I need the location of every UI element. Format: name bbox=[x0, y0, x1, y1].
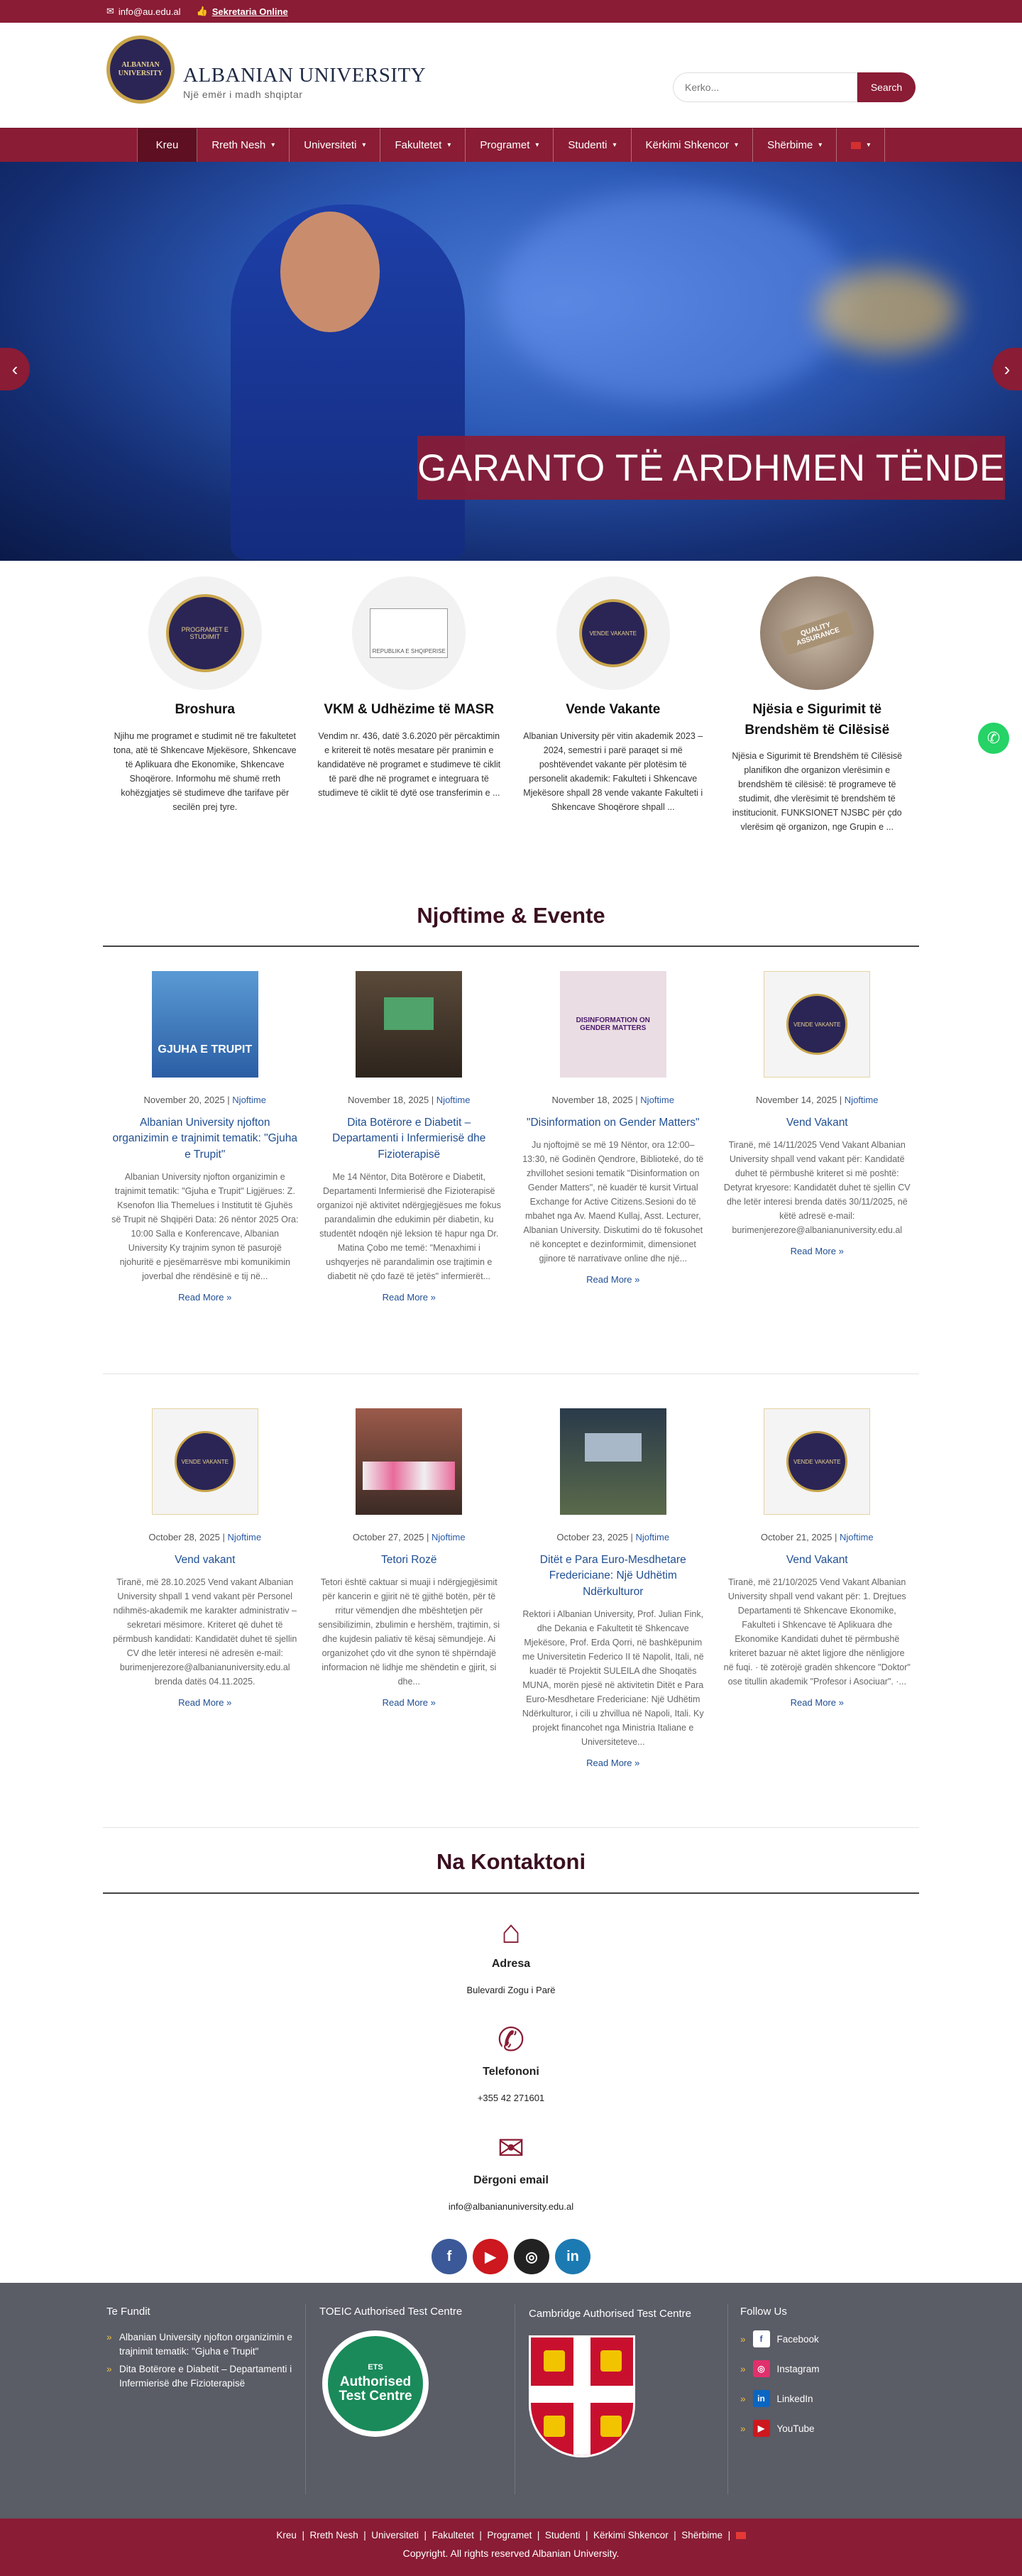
nav-university[interactable]: Universiteti ▾ bbox=[290, 128, 380, 162]
nav-about[interactable]: Rreth Nesh ▾ bbox=[197, 128, 290, 162]
news-excerpt: Ju njoftojmë se më 19 Nëntor, ora 12:00–13:30, në Godinën Qendrore, Biblioteké, do të zhvillohet sesioni tematik "Disinformation on Gender Matters", në kuadër të kursit Virtual Exchange for Active Citizens.Sesioni do të mbahet nga Av. Maend Kullaj, Asst. Lecturer, Albanian University. Diskutimi do të fokusohet në konceptet e dezinformimit, dimensionet gjinore të narrativave online dhe një... bbox=[522, 1140, 704, 1264]
site-footer bbox=[0, 2283, 1022, 2519]
read-more-link[interactable]: Read More » bbox=[178, 1292, 232, 1303]
site-header bbox=[0, 23, 1022, 128]
footer-toeic: TOEIC Authorised Test Centre ETS Authorised Test Centre bbox=[319, 2306, 511, 2437]
chevron-down-icon: ▾ bbox=[271, 141, 275, 149]
news-card bbox=[511, 1408, 715, 1768]
chevron-down-icon: ▾ bbox=[867, 141, 871, 149]
site-title: ALBANIAN UNIVERSITY bbox=[183, 64, 427, 87]
instagram-icon[interactable]: ◎ bbox=[514, 2239, 549, 2274]
contact-email: ✉ Dërgoni email info@albanianuniversity.edu.al bbox=[0, 2132, 1022, 2212]
bottom-link[interactable]: Kreu bbox=[276, 2530, 297, 2541]
news-thumbnail[interactable]: GJUHA E TRUPIT bbox=[152, 971, 258, 1078]
news-meta: November 14, 2025 | Njoftime bbox=[756, 1095, 879, 1105]
feature-card[interactable]: REPUBLIKA E SHQIPERISE VKM & Udhëzime të MASR Vendim nr. 436, datë 3.6.2020 për përcaktimin e kritereit të notës mesatare për pranimin e kandidatëve në programet e studimeve të ciklit të parë dhe në programet e integruara të studimeve të ciklit të dytë ose transferimin e ... bbox=[307, 576, 512, 834]
read-more-link[interactable]: Read More » bbox=[790, 1697, 844, 1709]
news-thumbnail[interactable] bbox=[356, 1408, 462, 1515]
projector-screen bbox=[384, 997, 434, 1030]
phone-link[interactable]: +355 42 271601 bbox=[477, 2093, 545, 2103]
features-row bbox=[103, 576, 919, 834]
footer-news-link[interactable]: » Albanian University njofton organizimin e trajnimit tematik: "Gjuha e Trupit" bbox=[106, 2330, 298, 2358]
hero-slider bbox=[0, 162, 1022, 561]
footer-news: Te Fundit » Albanian University njofton organizimin e trajnimit tematik: "Gjuha e Trupit" » Dita Botërore e Diabetit – Departamenti i Infermierisë dhe Fizioterapisë bbox=[106, 2306, 298, 2394]
read-more-link[interactable]: Read More » bbox=[178, 1697, 232, 1709]
news-thumbnail[interactable]: VENDE VAKANTE bbox=[152, 1408, 258, 1515]
news-category-link[interactable]: Njoftime bbox=[232, 1095, 266, 1105]
news-card bbox=[103, 1408, 307, 1768]
feature-image: QUALITY ASSURANCE bbox=[760, 576, 874, 690]
youtube-icon: ▶ bbox=[753, 2420, 770, 2437]
footer-divider bbox=[727, 2304, 728, 2494]
university-logo[interactable]: ALBANIAN UNIVERSITY bbox=[106, 35, 175, 104]
cambridge-shield[interactable] bbox=[529, 2335, 635, 2457]
graduate-face bbox=[280, 212, 380, 332]
bottom-link[interactable]: Studenti bbox=[544, 2530, 581, 2541]
bottom-link[interactable]: Programet bbox=[487, 2530, 532, 2541]
news-card bbox=[307, 971, 512, 1303]
nav-services[interactable]: Shërbime ▾ bbox=[753, 128, 837, 162]
news-excerpt: Me 14 Nëntor, Dita Botërore e Diabetit, Departamenti Infermierisë dhe Fizioterapisë organizoi një aktivitet ndërgjegjësues me fokus parandalimin dhe edukimin për diabetin, ku studentët ndoqën një leksion të hapur nga Dr. Matina Çobo me temë: "Menaxhimi i ushqyerjes në parandalimin ose trajtimin e diabetit në çdo fazë të jetës" infermierët... bbox=[317, 1172, 501, 1282]
news-thumbnail[interactable] bbox=[560, 1408, 666, 1515]
footer-linkedin-link[interactable]: » in LinkedIn bbox=[740, 2390, 918, 2407]
nav-student[interactable]: Studenti ▾ bbox=[554, 128, 631, 162]
news-title-link[interactable]: Vend vakant bbox=[175, 1554, 236, 1566]
linkedin-icon: in bbox=[753, 2390, 770, 2407]
news-meta: October 27, 2025 | Njoftime bbox=[352, 1532, 466, 1542]
news-title-link[interactable]: Tetori Rozë bbox=[381, 1554, 437, 1566]
contact-phone: ✆ Telefononi +355 42 271601 bbox=[0, 2023, 1022, 2103]
news-category-link[interactable]: Njoftime bbox=[436, 1095, 471, 1105]
instagram-icon: ◎ bbox=[753, 2360, 770, 2377]
news-meta: November 18, 2025 | Njoftime bbox=[348, 1095, 471, 1105]
envelope-icon: ✉ bbox=[497, 2130, 525, 2166]
search-form bbox=[673, 72, 916, 102]
news-category-link[interactable]: Njoftime bbox=[227, 1532, 262, 1542]
feature-image: REPUBLIKA E SHQIPERISE bbox=[352, 576, 466, 690]
linkedin-icon[interactable]: in bbox=[555, 2239, 590, 2274]
news-row-2 bbox=[103, 1408, 919, 1768]
hero-banner: GARANTO TË ARDHMEN TËNDE bbox=[417, 436, 1005, 500]
copyright: Copyright. All rights reserved Albanian University. bbox=[402, 2548, 620, 2559]
nav-language[interactable] bbox=[837, 128, 885, 162]
news-meta: October 23, 2025 | Njoftime bbox=[556, 1532, 670, 1542]
search-button[interactable]: Search bbox=[857, 72, 916, 102]
news-title-link[interactable]: Vend Vakant bbox=[786, 1554, 848, 1566]
secretariat-link[interactable]: 👍 Sekretaria Online bbox=[196, 6, 288, 17]
whatsapp-button[interactable]: ✆ bbox=[978, 723, 1009, 754]
chevron-down-icon: ▾ bbox=[735, 141, 739, 149]
nav-programs[interactable]: Programet ▾ bbox=[466, 128, 554, 162]
chevron-down-icon: ▾ bbox=[447, 141, 451, 149]
thumbs-up-icon: 👍 bbox=[196, 6, 208, 16]
news-title-link[interactable]: Vend Vakant bbox=[786, 1117, 848, 1129]
nav-research[interactable]: Kërkimi Shkencor ▾ bbox=[632, 128, 754, 162]
news-section-title: Njoftime & Evente bbox=[417, 903, 605, 928]
footer-instagram-link[interactable]: » ◎ Instagram bbox=[740, 2360, 918, 2377]
news-meta: October 28, 2025 | Njoftime bbox=[148, 1532, 262, 1542]
news-card bbox=[715, 971, 920, 1303]
news-excerpt: Tetori është caktuar si muaji i ndërgjegjësimit për kancerin e gjirit në të gjithë botën, për të rritur vëmendjen dhe mbështetjen për sensibilizimin, zbulimin e hershëm, trajtimin, si dhe kujdesin paliativ të kësaj sëmundjeje. Ai organizohet çdo vit dhe synon të shpërndajë informacion në lidhje me shëndetin e gjirit, si dhe... bbox=[318, 1577, 500, 1687]
read-more-link[interactable]: Read More » bbox=[586, 1274, 640, 1286]
news-category-link[interactable]: Njoftime bbox=[839, 1532, 874, 1542]
news-category-link[interactable]: Njoftime bbox=[431, 1532, 466, 1542]
news-thumbnail[interactable]: VENDE VAKANTE bbox=[764, 971, 870, 1078]
site-tagline: Një emër i madh shqiptar bbox=[183, 89, 303, 100]
news-card bbox=[511, 971, 715, 1303]
feature-image: VENDE VAKANTE bbox=[556, 576, 670, 690]
bottom-link[interactable]: Rreth Nesh bbox=[309, 2530, 358, 2541]
albania-flag-icon[interactable] bbox=[736, 2532, 746, 2539]
contact-address: ⌂ Adresa Bulevardi Zogu i Parë bbox=[0, 1915, 1022, 1995]
chevron-down-icon: ▾ bbox=[612, 141, 617, 149]
contact-section-title: Na Kontaktoni bbox=[436, 1849, 586, 1874]
brand bbox=[183, 64, 426, 100]
social-links bbox=[0, 2239, 1022, 2274]
news-meta: November 18, 2025 | Njoftime bbox=[551, 1095, 674, 1105]
search-input[interactable] bbox=[673, 72, 857, 102]
crowd-bokeh bbox=[497, 190, 852, 403]
news-card bbox=[103, 971, 307, 1303]
facebook-icon: f bbox=[753, 2330, 770, 2347]
home-icon: ⌂ bbox=[501, 1913, 521, 1950]
news-meta: October 21, 2025 | Njoftime bbox=[760, 1532, 874, 1542]
news-excerpt: Tiranë, më 14/11/2025 Vend Vakant Albanian University shpall vend vakant për: Kandidatë duhet të përmbushë kriteret si më poshtë: Detyrat kryesore: Kandidatët duhet të sjellin CV dhe letër interesi brenda datës 30/11/2025, në këtë adresë e-mail: burimenjerezore@albanianuniversity.edu.al bbox=[723, 1140, 911, 1236]
main-nav bbox=[0, 128, 1022, 162]
youtube-icon[interactable]: ▶ bbox=[473, 2239, 508, 2274]
crowd-bokeh bbox=[816, 268, 958, 353]
feature-card[interactable]: QUALITY ASSURANCE Njësia e Sigurimit të Brendshëm të Cilësisë Njësia e Sigurimit të Brendshëm të Cilësisë planifikon dhe organizon vlerësimin e brendshëm të cilësisë: të programeve të studimit, dhe vlerësimit të brendshëm të institucionit. FUNKSIONET NJSBC për çdo vlerësim që organizon, nge Grupin e ... bbox=[715, 576, 920, 834]
news-row-1 bbox=[103, 971, 919, 1303]
read-more-link[interactable]: Read More » bbox=[790, 1246, 844, 1257]
mail-icon: ✉ bbox=[106, 6, 114, 16]
news-category-link[interactable]: Njoftime bbox=[844, 1095, 879, 1105]
news-category-link[interactable]: Njoftime bbox=[635, 1532, 670, 1542]
email-link[interactable]: ✉ info@au.edu.al bbox=[106, 6, 181, 17]
news-thumbnail[interactable]: DISINFORMATION ON GENDER MATTERS bbox=[560, 971, 666, 1078]
slider-next-button[interactable]: › bbox=[992, 348, 1022, 390]
news-title-link[interactable]: Albanian University njofton organizimin e trajnimit tematik: "Gjuha e Trupit" bbox=[112, 1117, 297, 1161]
footer-divider bbox=[305, 2304, 306, 2494]
bottom-nav: Kreu | Rreth Nesh | Universiteti | Fakultetet | Programet | Studenti | Kërkimi Shkencor | Shërbime | bbox=[0, 2530, 1022, 2541]
news-card bbox=[307, 1408, 512, 1768]
news-title-link[interactable]: "Disinformation on Gender Matters" bbox=[526, 1117, 700, 1129]
news-card bbox=[715, 1408, 920, 1768]
feature-image: PROGRAMET E STUDIMIT bbox=[148, 576, 262, 690]
footer-news-link[interactable]: » Dita Botërore e Diabetit – Departamenti i Infermierisë dhe Fizioterapisë bbox=[106, 2362, 298, 2390]
news-meta: November 20, 2025 | Njoftime bbox=[143, 1095, 266, 1105]
news-excerpt: Tiranë, më 21/10/2025 Vend Vakant Albanian University shpall vend vakant për: 1. Drejtues Departamenti të Shkencave Ekonomike, Fakulteti i Shkencave të Aplikuara dhe Ekonomike Kandidati duhet të përmbushë kriteret bazuar në aktet ligjore dhe nënligjore në fuqi. · të zotërojë gradën shkencore "Doktor" ose titullin akademik "Profesor i Asociuar". ·... bbox=[723, 1577, 911, 1687]
news-excerpt: Albanian University njofton organizimin e trajnimit tematik: "Gjuha e Trupit" Ligjërues: Z. Ksenofon Ilia Themelues i Institutit të Gjuhës së Trupit në Shqipëri Data: 26 nëntor 2025 Ora: 10:00 Salla e Konferencave, Albanian University Ky trajnim synon të pasurojë njohuritë e pjesëmarrësve mbi komunikimin joverbal dhe rëndësinë e tij në... bbox=[111, 1172, 299, 1282]
albania-flag-icon bbox=[851, 142, 861, 149]
bottom-link[interactable]: Shërbime bbox=[681, 2530, 723, 2541]
section-divider bbox=[103, 1892, 919, 1894]
news-thumbnail[interactable]: VENDE VAKANTE bbox=[764, 1408, 870, 1515]
bottom-link[interactable]: Fakultetet bbox=[432, 2530, 474, 2541]
toeic-badge[interactable]: ETS Authorised Test Centre bbox=[322, 2330, 429, 2437]
news-title-link[interactable]: Dita Botërore e Diabetit – Departamenti i Infermierisë dhe Fizioterapisë bbox=[332, 1117, 486, 1161]
phone-icon: ✆ bbox=[497, 2021, 525, 2058]
email-link[interactable]: info@albanianuniversity.edu.al bbox=[448, 2201, 574, 2212]
nav-faculties[interactable]: Fakultetet ▾ bbox=[380, 128, 466, 162]
bottom-link[interactable]: Universiteti bbox=[371, 2530, 419, 2541]
news-thumbnail[interactable] bbox=[356, 971, 462, 1078]
presentation-screen bbox=[585, 1433, 642, 1462]
news-excerpt: Tiranë, më 28.10.2025 Vend vakant Albanian University shpall 1 vend vakant për Personel ndihmës-akademik me karakter administrativ – sekretari mësimore. Kriteret që duhet të përmbush kandidati: Kandidatët duhet të sjellin CV dhe letër interesi në adresën e-mail: burimenjerezore@albanianuniversity.edu.al brenda datës 04.11.2025. bbox=[113, 1577, 297, 1687]
read-more-link[interactable]: Read More » bbox=[382, 1292, 436, 1303]
bottom-link[interactable]: Kërkimi Shkencor bbox=[593, 2530, 669, 2541]
row-divider bbox=[103, 1827, 919, 1828]
read-more-link[interactable]: Read More » bbox=[382, 1697, 436, 1709]
footer-cambridge: Cambridge Authorised Test Centre bbox=[529, 2306, 720, 2457]
chevron-down-icon: ▾ bbox=[818, 141, 823, 149]
chevron-down-icon: ▾ bbox=[535, 141, 539, 149]
feature-card[interactable]: PROGRAMET E STUDIMIT Broshura Njihu me programet e studimit në tre fakultetet tona, atë të Shkencave Mjekësore, Shkencave të Aplikuara dhe Ekonomike, Shkencave Shoqërore. Informohu më shumë rreth kohëzgjatjes së studimeve dhe tarifave për secilën prej tyre. bbox=[103, 576, 307, 834]
news-title-link[interactable]: Ditët e Para Euro-Mesdhetare Fredericiane: Një Udhëtim Ndërkulturor bbox=[539, 1554, 686, 1598]
bottom-bar bbox=[0, 2519, 1022, 2576]
section-divider bbox=[103, 946, 919, 947]
footer-follow: Follow Us » f Facebook » ◎ Instagram » in LinkedIn » ▶ YouTube bbox=[740, 2306, 918, 2450]
footer-youtube-link[interactable]: » ▶ YouTube bbox=[740, 2420, 918, 2437]
facebook-icon[interactable]: f bbox=[432, 2239, 467, 2274]
news-excerpt: Rektori i Albanian University, Prof. Julian Fink, dhe Dekania e Fakultetit të Shkencave Mjekësore, Prof. Erda Qorri, në bashkëpunim me Universitetin Federico II të Napolit, Itali, në kuadër të Projektit SULEILA dhe Shoqatës MUNA, morën pjesë në aktivitetin Ditët e Para Euro-Mesdhetare Fredericiane: Një Udhëtim Ndërkulturor, i cili u zhvillua në Napoli, Itali. Ky projekt financohet nga Ministria Italiane e Universiteteve... bbox=[522, 1609, 704, 1748]
slider-prev-button[interactable]: ‹ bbox=[0, 348, 30, 390]
top-bar bbox=[0, 0, 1022, 23]
footer-facebook-link[interactable]: » f Facebook bbox=[740, 2330, 918, 2347]
feature-card[interactable]: VENDE VAKANTE Vende Vakante Albanian University për vitin akademik 2023 – 2024, semestri i parë paraqet si më poshtëvendet vakante për plotësim të personelit akademik: Fakulteti i Shkencave Mjekësore shpall 28 vende vakante Fakulteti i Shkencave Shoqërore shpall ... bbox=[511, 576, 715, 834]
news-category-link[interactable]: Njoftime bbox=[640, 1095, 674, 1105]
nav-home[interactable]: Kreu bbox=[137, 128, 198, 162]
read-more-link[interactable]: Read More » bbox=[586, 1758, 640, 1769]
chevron-down-icon: ▾ bbox=[362, 141, 366, 149]
group-photo bbox=[363, 1462, 455, 1490]
